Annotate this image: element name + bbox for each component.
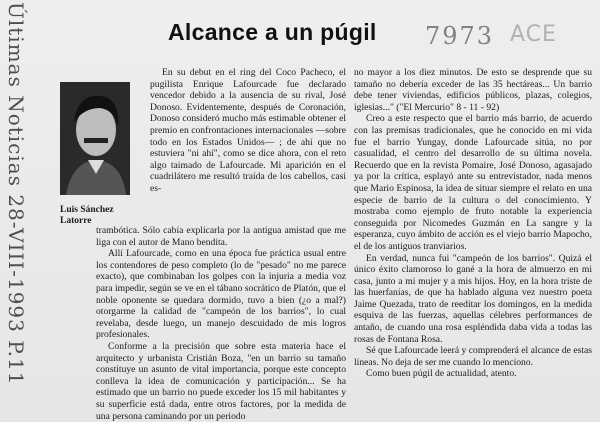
paragraph: no mayor a los diez minutos. De esto se desprende que su tamaño no debería exceder de las 35 hectáreas... Un barrio debe tener viviendas, edificios públicos, plazas, colegios, iglesias..." ("El Mercurio" 8 - 11 - 92) [354,67,592,113]
author-photo [60,82,130,195]
column-1-top [150,67,346,195]
paragraph: Conforme a la precisión que sobre esta materia hace el arquitecto y urbanista Cristián Boza, "en un barrio su tamaño constituye un asunto de vital importancia, porque este concepto conlleva la idea de comunicación y participación... Se ha estimado que un barrio no puede exceder los 15 mil habitantes y su superficie está dada, entre otros factores, por la medida de una persona caminando por un periodo [96,340,346,422]
portrait-image [60,82,130,195]
paragraph: Allí Lafourcade, como en una época fue práctica usual entre los contendores de peso completo (lo de "pesado" no me parece exacto), que combinaban los golpes con la injuria a media voz para impedir, según se ve en el tábano socrático de Platón, que el noble oponente se quedara dormido, tuvo a bien (¿o a mal?) otorgarme la calidad de "campeón de los barrios", lo cual revelaba, desde luego, un manejo descuidado de mis logros profesionales. [96,248,346,341]
column-2 [354,67,592,380]
paragraph: Creo a este respecto que el barrio más barrio, de acuerdo con las premisas tradicionales, que he conocido en mi vida fue el barrio Yungay, donde Lafourcade sitúa, no por casualidad, el centro del desarrollo de su última novela. Recuerdo que en la revista Pomaire, José Donoso, agasajado ya por la crítica, esplayó ante su entrevistador, nada menos que Mario Espinosa, la idea de situar siempre el relato en una especie de barrio de la cultura o del conocimiento. Y mostraba como ejemplo de fruto notable la experiencia conseguida por Nicomedes Guzmán en La sangre y la esperanza, cuyo ámbito de acción es el viejo barrio Mapocho, el de los antiguos tranviarios. [354,113,592,252]
paragraph: Sé que Lafourcade leerá y comprenderá el alcance de estas líneas. No deja de ser me cuando lo menciono. [354,345,592,368]
paragraph: Como buen púgil de actualidad, atento. [366,368,517,380]
archive-stamp: ACE [510,22,557,47]
handwritten-top-note: 7973 [425,22,495,50]
paragraph: En verdad, nunca fui "campeón de los barrios". Quizá el único éxito clamoroso lo gané a la hora de almuerzo en mi casa, junto a mi mujer y a mis hijos. Hoy, en la hora triste de las huerfanías, de que ha hablado alguna vez nuestro poeta Jaime Quezada, trato de reeditar los domingos, en la medida esquiva de las fuerzas, aquellas célebres performances de antaño, de cuando una rosa espléndida daba vida a todas las rosas de Fontana Rosa. [354,252,592,345]
handwritten-margin-note: Últimas Noticias 28-VIII-1993 P.11 [4,2,28,386]
paragraph: trambótica. Sólo cabía explicarla por la antigua amistad que me liga con el autor de Mano bendita. [96,225,346,248]
article-title: Alcance a un púgil [168,19,377,45]
paragraph: En su debut en el ring del Coco Pacheco, el pugilista Enrique Lafourcade fue declarado vencedor debido a la ausencia de su rival, José Donoso. Evidentemente, después de Coronación, Donoso consideró mucho más estimable obtener el premio en confrontaciones internacionales —sobre todo en los Estados Unidos— ; de ahí que no estuviera "ni ahí", como se dice ahora, con el reto algo taimado de Lafourcade. Mi aparición en el cuadrilátero me resultó traída de los cabellos, casi es- [150,67,346,194]
photo-caption: Luis Sánchez Latorre [60,205,114,226]
column-1-bottom [96,225,346,422]
